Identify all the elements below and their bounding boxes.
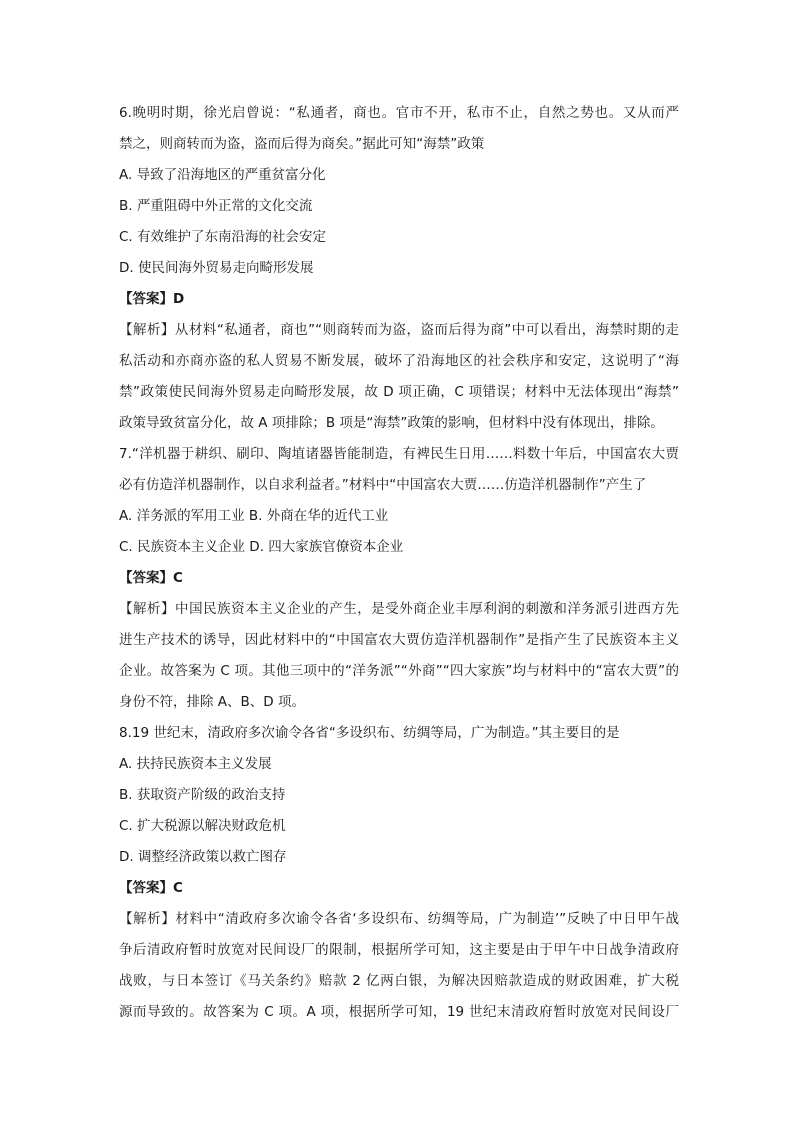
analysis xyxy=(119,315,679,439)
option-c: C. 扩大税源以解决财政危机 xyxy=(119,818,286,834)
analysis-line: 争后清政府暂时放宽对民间设厂的限制，根据所学可知，这主要是由于甲午中日战争清政府 xyxy=(119,942,679,958)
question-stem xyxy=(119,718,679,749)
stem-line: 7.“洋机器于耕织、刷印、陶埴诸器皆能制造，有裨民生日用……料数十年后，中国富农大贾 xyxy=(119,446,679,462)
analysis-line: 身份不符，排除 A、B、D 项。 xyxy=(119,694,305,710)
option-d: D. 调整经济政策以救亡图存 xyxy=(119,849,287,865)
document-page xyxy=(119,98,679,1028)
stem-line: 6.晚明时期，徐光启曾说：“私通者，商也。官市不开，私市不止，自然之势也。又从而严 xyxy=(119,105,679,121)
question-6 xyxy=(119,98,679,439)
analysis-line: 禁”政策使民间海外贸易走向畸形发展，故 D 项正确，C 项错误；材料中无法体现出“海禁” xyxy=(119,384,679,400)
analysis-line: 进生产技术的诱导，因此材料中的“中国富农大贾仿造洋机器制作”是指产生了民族资本主义 xyxy=(119,632,679,648)
stem-line: 必有仿造洋机器制作，以自求利益者。”材料中“中国富农大贾……仿造洋机器制作”产生了 xyxy=(119,477,647,493)
analysis-line: 源而导致的。故答案为 C 项。A 项，根据所学可知，19 世纪末清政府暂时放宽对民间设厂 xyxy=(119,1004,679,1020)
option-d: D. 使民间海外贸易走向畸形发展 xyxy=(119,260,314,276)
analysis-line: 企业。故答案为 C 项。其他三项中的“洋务派”“外商”“四大家族”均与材料中的“富农大贾”的 xyxy=(119,663,679,679)
question-8 xyxy=(119,718,679,1028)
answer: 【答案】C xyxy=(119,570,183,586)
question-stem xyxy=(119,98,679,160)
analysis-line: 【解析】中国民族资本主义企业的产生，是受外商企业丰厚利润的刺激和洋务派引进西方先 xyxy=(119,601,679,617)
answer: 【答案】D xyxy=(119,291,185,307)
analysis-line: 【解析】材料中“清政府多次谕令各省‘多设织布、纺绸等局，广为制造’”反映了中日甲午战 xyxy=(119,911,679,927)
analysis-line: 【解析】从材料“私通者，商也”“则商转而为盗，盗而后得为商”中可以看出，海禁时期的走 xyxy=(119,322,679,338)
option-a-b: A. 洋务派的军用工业 B. 外商在华的近代工业 xyxy=(119,508,389,524)
option-c-d: C. 民族资本主义企业 D. 四大家族官僚资本企业 xyxy=(119,539,404,555)
option-a: A. 导致了沿海地区的严重贫富分化 xyxy=(119,167,326,183)
question-7 xyxy=(119,439,679,718)
answer: 【答案】C xyxy=(119,880,183,896)
stem-line: 禁之，则商转而为盗，盗而后得为商矣。”据此可知“海禁”政策 xyxy=(119,136,485,152)
analysis-line: 战败，与日本签订《马关条约》赔款 2 亿两白银，为解决因赔款造成的财政困难，扩大税 xyxy=(119,973,679,989)
option-c: C. 有效维护了东南沿海的社会安定 xyxy=(119,229,327,245)
analysis-line: 私活动和亦商亦盗的私人贸易不断发展，破坏了沿海地区的社会秩序和安定，这说明了“海 xyxy=(119,353,679,369)
analysis xyxy=(119,594,679,718)
option-a: A. 扶持民族资本主义发展 xyxy=(119,756,272,772)
analysis xyxy=(119,904,679,1028)
stem-line: 8.19 世纪末，清政府多次谕令各省“多设织布、纺绸等局，广为制造。”其主要目的是 xyxy=(119,725,620,741)
option-b: B. 严重阻碍中外正常的文化交流 xyxy=(119,198,313,214)
option-b: B. 获取资产阶级的政治支持 xyxy=(119,787,286,803)
analysis-line: 政策导致贫富分化，故 A 项排除；B 项是“海禁”政策的影响，但材料中没有体现出，排除。 xyxy=(119,415,664,431)
question-stem xyxy=(119,439,679,501)
